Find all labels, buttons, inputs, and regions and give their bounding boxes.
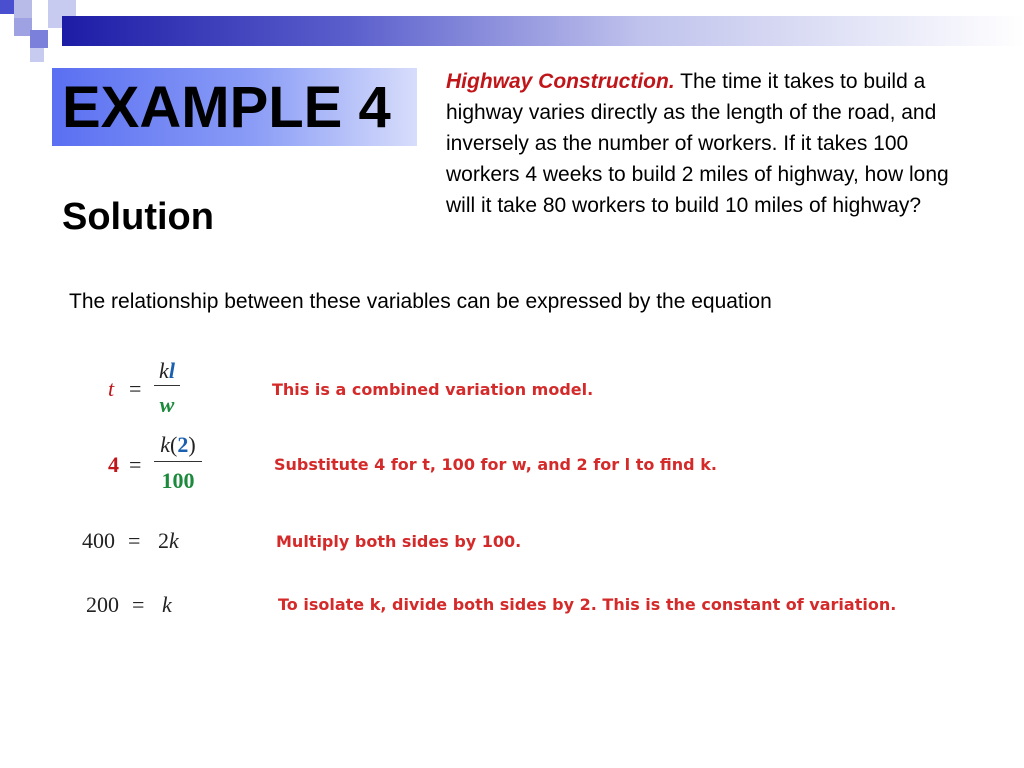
eq-equals: = bbox=[132, 592, 145, 617]
step-note-3: Multiply both sides by 100. bbox=[276, 532, 522, 551]
eq-denominator: 100 bbox=[161, 468, 195, 493]
step-note-1: This is a combined variation model. bbox=[272, 380, 594, 399]
slide-title: EXAMPLE 4 bbox=[62, 75, 391, 140]
decor-square bbox=[0, 0, 14, 14]
eq-rhs: k bbox=[162, 592, 172, 617]
eq-lhs: t bbox=[108, 376, 115, 401]
intro-text: The relationship between these variables can be expressed by the equation bbox=[69, 290, 772, 313]
eq-rhs: 2k bbox=[158, 528, 179, 553]
equation-step-4 bbox=[86, 592, 119, 618]
eq-lhs: 4 bbox=[108, 452, 119, 477]
step-note-4: To isolate k, divide both sides by 2. This is the constant of variation. bbox=[278, 595, 897, 614]
equation-step-3 bbox=[82, 528, 115, 554]
fraction-bar bbox=[154, 385, 180, 386]
eq-lhs: 200 bbox=[86, 592, 119, 617]
eq-denominator: w bbox=[159, 392, 175, 417]
eq-fraction bbox=[154, 432, 202, 494]
eq-fraction bbox=[154, 358, 180, 418]
equation-step-2 bbox=[108, 452, 119, 478]
problem-statement bbox=[446, 66, 966, 221]
equation-step-1 bbox=[108, 376, 114, 402]
decor-square bbox=[14, 0, 32, 18]
decor-square bbox=[30, 30, 48, 48]
decor-square bbox=[30, 48, 44, 62]
eq-k: k bbox=[159, 358, 169, 383]
eq-numerator bbox=[154, 358, 180, 384]
problem-text: The time it takes to build a highway varies directly as the length of the road, and inversely as the number of workers. If it takes 100 workers 4 weeks to build 2 miles of highway, how long will it take 80 workers to build 10 miles of highway? bbox=[446, 70, 949, 217]
eq-lhs: 400 bbox=[82, 528, 115, 553]
eq-equals: = bbox=[128, 528, 141, 553]
fraction-bar bbox=[154, 461, 202, 462]
section-heading: Solution bbox=[62, 196, 214, 238]
eq-equals: = bbox=[129, 376, 142, 401]
eq-equals: = bbox=[129, 452, 142, 477]
step-note-2: Substitute 4 for t, 100 for w, and 2 for l to find k. bbox=[274, 455, 717, 474]
problem-label: Highway Construction. bbox=[446, 70, 675, 93]
eq-numerator: k(2) bbox=[160, 432, 196, 457]
eq-l: l bbox=[168, 358, 175, 383]
header-gradient-bar bbox=[62, 16, 1024, 46]
